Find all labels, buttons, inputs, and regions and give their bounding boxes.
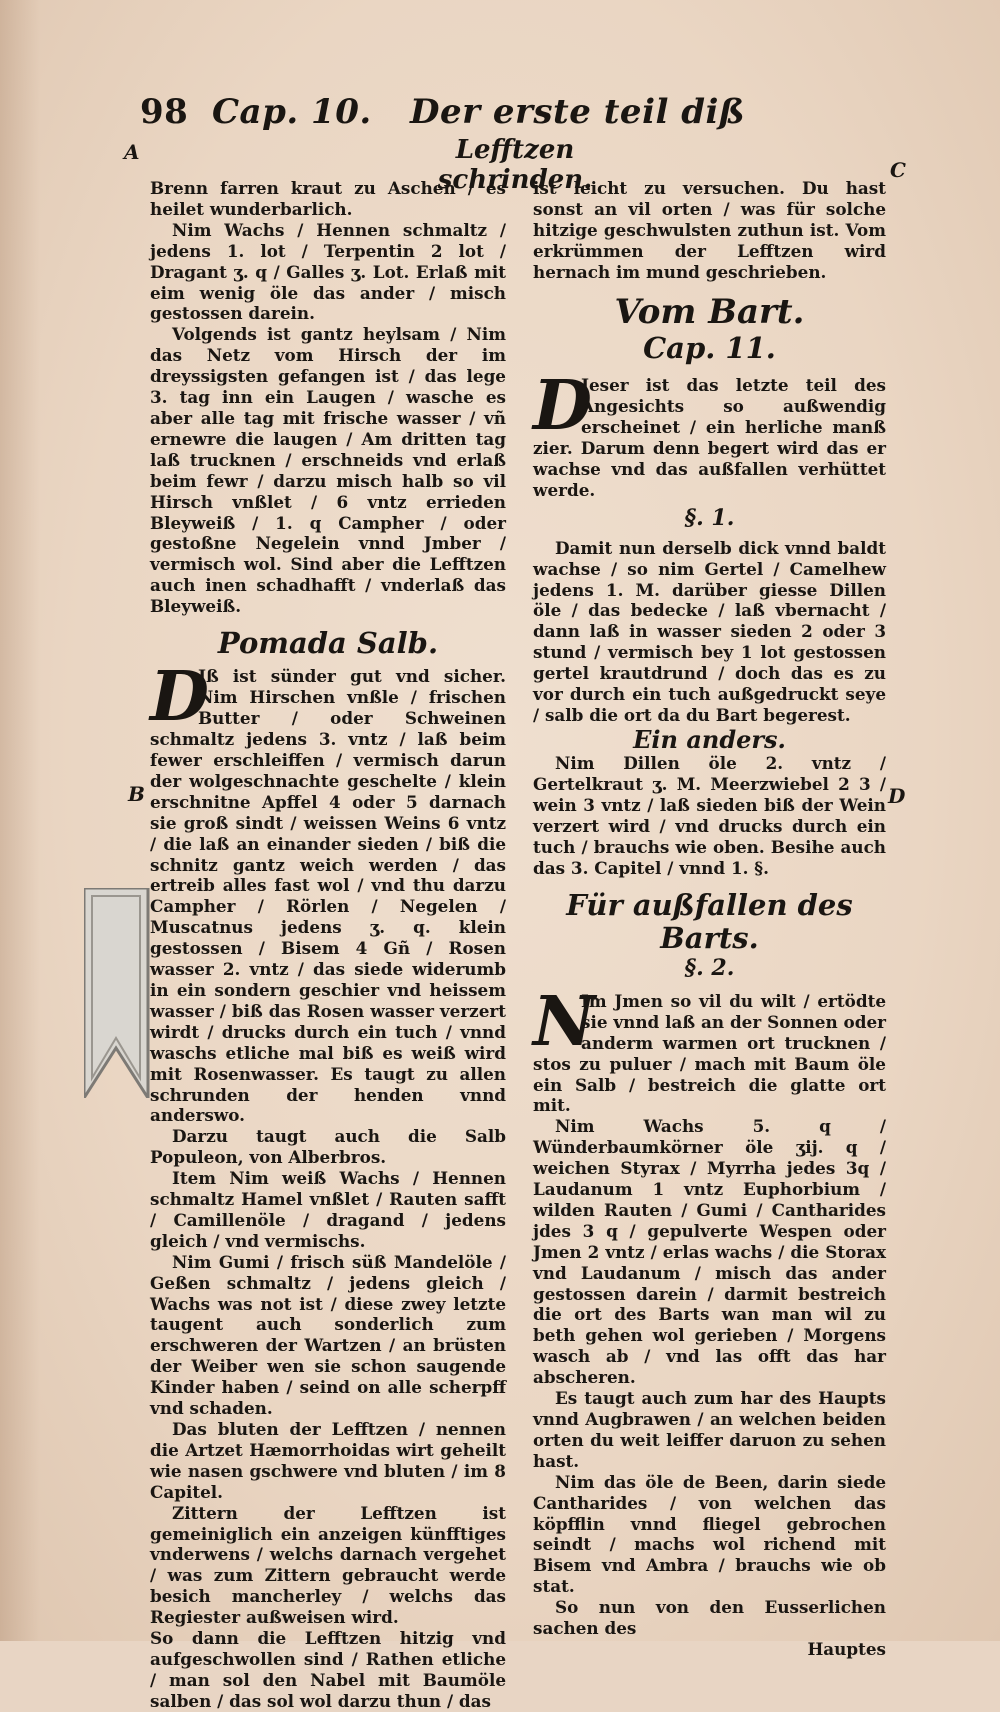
subheading-ein-anders: Ein anders. — [633, 724, 786, 754]
paragraph: Das bluten der Lefftzen / nennen die Artzet Hæmorrhoidas wirt geheilt wie nasen gschwere vnd bluten / im 8 Capitel. — [150, 1419, 506, 1502]
drop-cap-initial: D — [150, 657, 209, 738]
margin-letter-c: C — [890, 158, 906, 182]
running-title: Der erste teil diß — [410, 92, 746, 132]
section-mark-1: §. 1. — [684, 505, 735, 532]
left-text-column — [150, 135, 593, 1712]
paragraph-with-initial — [533, 365, 886, 500]
margin-letter-a: A — [124, 140, 140, 164]
paragraph: So nun von den Eusserlichen sachen des — [533, 1597, 886, 1639]
paragraph: Nim Wachs / Hennen schmaltz / jedens 1. lot / Terpentin 2 lot / Dragant ʒ. q / Galles ʒ. Lot. Erlaß mit eim wenig öle das ander / misch gestossen darein. — [150, 219, 506, 324]
chapter-number: Cap. 11. — [643, 330, 776, 365]
paragraph: Item Nim weiß Wachs / Hennen schmaltz Hamel vnßlet / Rauten safft / Camillenöle / dragand / jedens gleich / vnd vermischs. — [150, 1168, 506, 1251]
drop-cap-initial: D — [533, 365, 592, 446]
paragraph: Nim Wachs 5. q / Wünderbaumkörner öle ʒij. q / weichen Styrax / Myrrha jedes 3q / Laudanum 1 vntz Euphorbium / wilden Rauten / Gumi / Cantharides jdes 3 q / gepulverte Wespen oder Jmen 2 vntz / erlas wachs / die Storax vnd Laudanum / misch das ander gestossen darein / darmit bestreich die ort des Barts wan man wil zu beth gehen wol gerieben / Morgens wasch ab / vnd las offt das har abscheren. — [533, 1116, 886, 1388]
paragraph: Darzu taugt auch die Salb Populeon, von Alberbros. — [150, 1126, 506, 1168]
section-heading-ausfallen: Für außfallen des Barts. — [566, 887, 853, 956]
paragraph: Nim Gumi / frisch süß Mandelöle / Geßen schmaltz / jedens gleich / Wachs was not ist / diese zwey letzte taugent auch sonderlich zum erschweren der Wartzen / an brüsten der Weiber wen sie schon saugende Kinder haben / seind on alle scherpff vnd schaden. — [150, 1251, 506, 1419]
paragraph: Brenn farren kraut zu Aschen / es heilet wunderbarlich. — [150, 178, 506, 219]
paragraph: Zittern der Lefftzen ist gemeiniglich ein anzeigen künfftiges vnderwens / welchs darnach vergehet / was zum Zittern gebraucht werde besich mancherley / welchs das Regiester außweisen wird. — [150, 1502, 506, 1628]
paragraph-text: Im Jmen so vil du wilt / ertödte sie vnnd laß an der Sonnen oder anderm warmen ort trucknen / stos zu puluer / mach mit Baum öle ein Salb / bestreich die glatte ort mit. — [533, 990, 886, 1116]
section-mark-2: §. 2. — [684, 954, 735, 981]
page-number: 98 — [140, 92, 189, 132]
section-heading-lefftzen: Lefftzen schrinden. — [437, 135, 593, 195]
paragraph-with-initial — [150, 657, 506, 1126]
paragraph: Es taugt auch zum har des Haupts vnnd Augbrawen / an welchen beiden orten du weit leiffer daruon zu sehen hast. — [533, 1388, 886, 1471]
paragraph: ist leicht zu versuchen. Du hast sonst an vil orten / was für solche hitzige geschwulsten zuthun ist. Vom erkrümmen der Lefftzen wird hernach im mund geschrieben. — [533, 178, 886, 282]
paragraph: So dann die Lefftzen hitzig vnd aufgeschwollen sind / Rathen etliche / man sol den Nabel mit Baumöle salben / das sol wol darzu thun / das — [150, 1628, 506, 1711]
catchword: Hauptes — [807, 1638, 886, 1659]
paragraph: Volgends ist gantz heylsam / Nim das Netz vom Hirsch der im dreyssigsten gefangen ist / das lege 3. tag inn ein Laugen / wasche es aber alle tag mit frische wasser / vñ ernewre die laugen / Am dritten tag laß trucknen / erschneids vnd erlaß beim fewr / darzu misch halb so vil Hirsch vnßlet / 6 vntz errieden Bleyweiß / 1. q Campher / oder gestoßne Negelein vnnd Jmber / vermisch wol. Sind aber die Lefftzen auch inen schadhafft / vnderlaß das Bleyweiß. — [150, 324, 506, 617]
paragraph: Damit nun derselb dick vnnd baldt wachse / so nim Gertel / Camelhew jedens 1. M. darüber giesse Dillen öle / das bedecke / laß vbernacht / dann laß in wasser sieden 2 oder 3 stund / vermisch bey 1 lot gestossen gertel krautdrund / doch das es zu vor durch ein tuch außgedruckt seye / salb die ort da du Bart begerest. — [533, 537, 886, 725]
paragraph-text: Jß ist sünder gut vnd sicher. Nim Hirschen vnßle / frischen Butter / oder Schweinen schmaltz jedens 3. vntz / laß beim fewer erschleiffen / vermisch darun der wolgeschnachte geschelte / klein erschnitne Apffel 4 oder 5 darnach sie groß sindt / weissen Weins 6 vntz / die laß an einander sieden / biß die schnitz gantz weich werden / das ertreib alles fast wol / vnd thu darzu Campher / Rörlen / Negelen / Muscatnus jedens ʒ. q. klein gestossen / Bisem 4 Gñ / Rosen wasser 2. vntz / das siede widerumb in ein sondern geschier vnd heissem wasser / biß das Rosen wasser verzert wirdt / drucks durch ein tuch / vnnd waschs etliche mal biß es weiß wird mit Rosenwasser. Es taugt zu allen schrunden der henden vnnd anderswo. — [150, 666, 506, 1126]
chapter-label: Cap. 10. — [212, 92, 372, 132]
right-text-column — [533, 178, 886, 1660]
paragraph-with-initial — [533, 981, 886, 1116]
drop-cap-initial: N — [533, 981, 596, 1062]
chapter-heading-bart: Vom Bart. — [614, 291, 805, 332]
paragraph-text: Jeser ist das letzte teil des Angesichts so außwendig erscheinet / ein herliche manß zier. Darum denn begert wird das er wachse vnd das außfallen verhüttet werde. — [533, 374, 886, 500]
page-edge-shadow — [0, 0, 40, 1641]
paragraph: Nim das öle de Been, darin siede Cantharides / von welchen das köpfflin vnnd fliegel gebrochen seindt / machs wol richend mit Bisem vnd Ambra / brauchs wie ob stat. — [533, 1471, 886, 1597]
margin-letter-d: D — [888, 784, 906, 808]
section-heading-pomada: Pomada Salb. — [217, 626, 439, 661]
paragraph: Nim Dillen öle 2. vntz / Gertelkraut ʒ. M. Meerzwiebel 2 3 / wein 3 vntz / laß sieden biß der Wein verzert wird / vnd drucks durch ein tuch / brauchs wie oben. Besihe auch das 3. Capitel / vnnd 1. §. — [533, 753, 886, 878]
margin-letter-b: B — [128, 782, 145, 806]
